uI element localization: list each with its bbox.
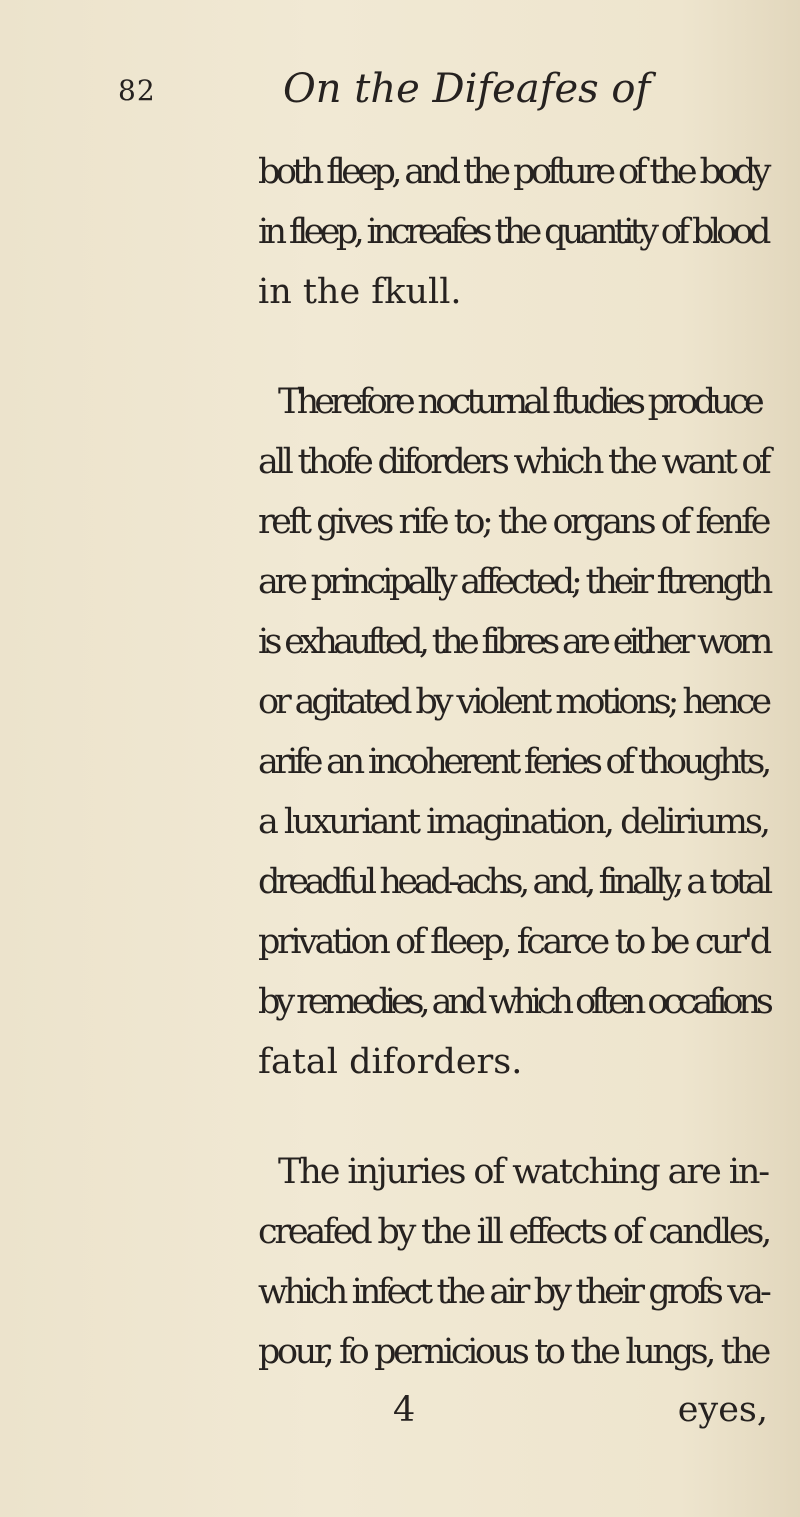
running-title: On the Difeafes of: [283, 66, 651, 112]
text-line: both fleep, and the pofture of the body: [258, 152, 767, 192]
text-line: are principally affected; their ftrength: [258, 562, 770, 602]
text-line: fatal diforders.: [258, 1042, 523, 1082]
text-line: in fleep, increafes the quantity of blood: [258, 212, 767, 252]
signature-mark: 4: [393, 1390, 416, 1430]
text-line: dreadful head-achs, and, finally, a total: [258, 862, 769, 902]
text-line: Therefore nocturnal ftudies produce: [278, 382, 760, 422]
text-line: privation of fleep, fcarce to be cur'd: [258, 922, 769, 962]
page-footer: [258, 1390, 768, 1434]
text-line: by remedies, and which often occafions: [258, 982, 769, 1022]
text-line: in the fkull.: [258, 272, 462, 312]
text-line: which infect the air by their grofs va-: [258, 1272, 768, 1312]
page-number: 82: [118, 74, 156, 107]
text-line: creafed by the ill effects of candles,: [258, 1212, 770, 1252]
text-line: all thofe diforders which the want of: [258, 442, 768, 482]
text-line: or agitated by violent motions; hence: [258, 682, 768, 722]
catchword: eyes,: [677, 1390, 768, 1430]
text-line: arife an incoherent feries of thoughts,: [258, 742, 768, 782]
text-line: pour, fo pernicious to the lungs, the: [258, 1332, 768, 1372]
text-line: reft gives rife to; the organs of fenfe: [258, 502, 768, 542]
text-line: The injuries of watching are in-: [278, 1152, 768, 1192]
text-line: is exhaufted, the fibres are either worn: [258, 622, 769, 662]
text-line: a luxuriant imagination, deliriums,: [258, 802, 768, 842]
